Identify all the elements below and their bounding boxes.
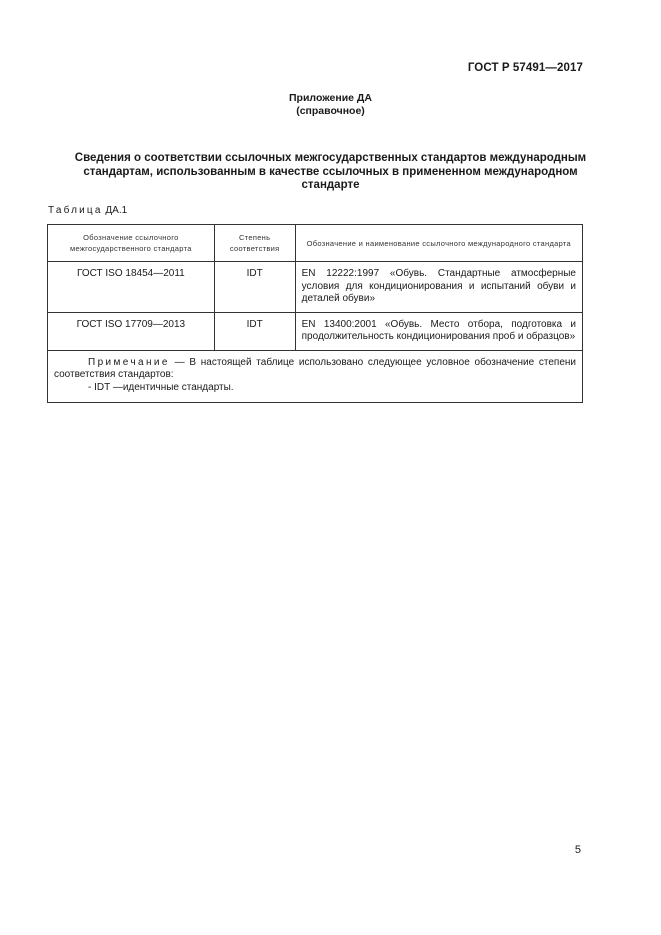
correspondence-table bbox=[47, 224, 583, 403]
column-header-international-standard: Обозначение и наименование ссылочного международного стандарта bbox=[295, 225, 582, 262]
table-caption-id: ДА.1 bbox=[105, 205, 128, 216]
table-caption-word: Таблица bbox=[48, 205, 103, 216]
table-header-row bbox=[48, 225, 583, 262]
cell-degree: IDT bbox=[214, 312, 295, 350]
column-header-national-standard: Обозначение ссылочного межгосударственного стандарта bbox=[48, 225, 215, 262]
appendix-title: Приложение ДА bbox=[289, 92, 372, 104]
cell-national-standard: ГОСТ ISO 18454—2011 bbox=[48, 262, 215, 313]
note-paragraph bbox=[54, 357, 576, 382]
section-heading-line-2: стандартам, использованным в качестве ссылочных в примененном международном bbox=[83, 165, 578, 178]
section-heading-line-1: Сведения о соответствии ссылочных межгосударственных стандартов международным bbox=[74, 152, 587, 164]
cell-international-standard: EN 13400:2001 «Обувь. Место отбора, подготовка и продолжительность кондиционирования проб и образцов» bbox=[295, 312, 582, 350]
table-row bbox=[48, 262, 583, 313]
cell-national-standard: ГОСТ ISO 17709—2013 bbox=[48, 312, 215, 350]
document-code: ГОСТ Р 57491—2017 bbox=[467, 62, 583, 74]
note-text: — В настоящей таблице использовано следующее условное обозначение степени соответствия стандартов: bbox=[54, 356, 576, 380]
cell-degree: IDT bbox=[214, 262, 295, 313]
note-label: Примечание bbox=[88, 356, 170, 368]
table-note-row bbox=[48, 350, 583, 403]
table-note bbox=[48, 350, 583, 403]
table-caption bbox=[48, 205, 127, 216]
appendix-heading bbox=[0, 92, 661, 118]
column-header-degree: Степень соответствия bbox=[214, 225, 295, 262]
page-number: 5 bbox=[574, 844, 581, 856]
appendix-subtitle: (справочное) bbox=[296, 105, 365, 117]
cell-international-standard: EN 12222:1997 «Обувь. Стандартные атмосферные условия для кондиционирования и испытаний обуви и деталей обуви» bbox=[295, 262, 582, 313]
section-heading bbox=[60, 152, 601, 193]
table-row bbox=[48, 312, 583, 350]
section-heading-line-3: стандарте bbox=[301, 179, 360, 191]
note-list-item: - IDT —идентичные стандарты. bbox=[88, 381, 234, 393]
